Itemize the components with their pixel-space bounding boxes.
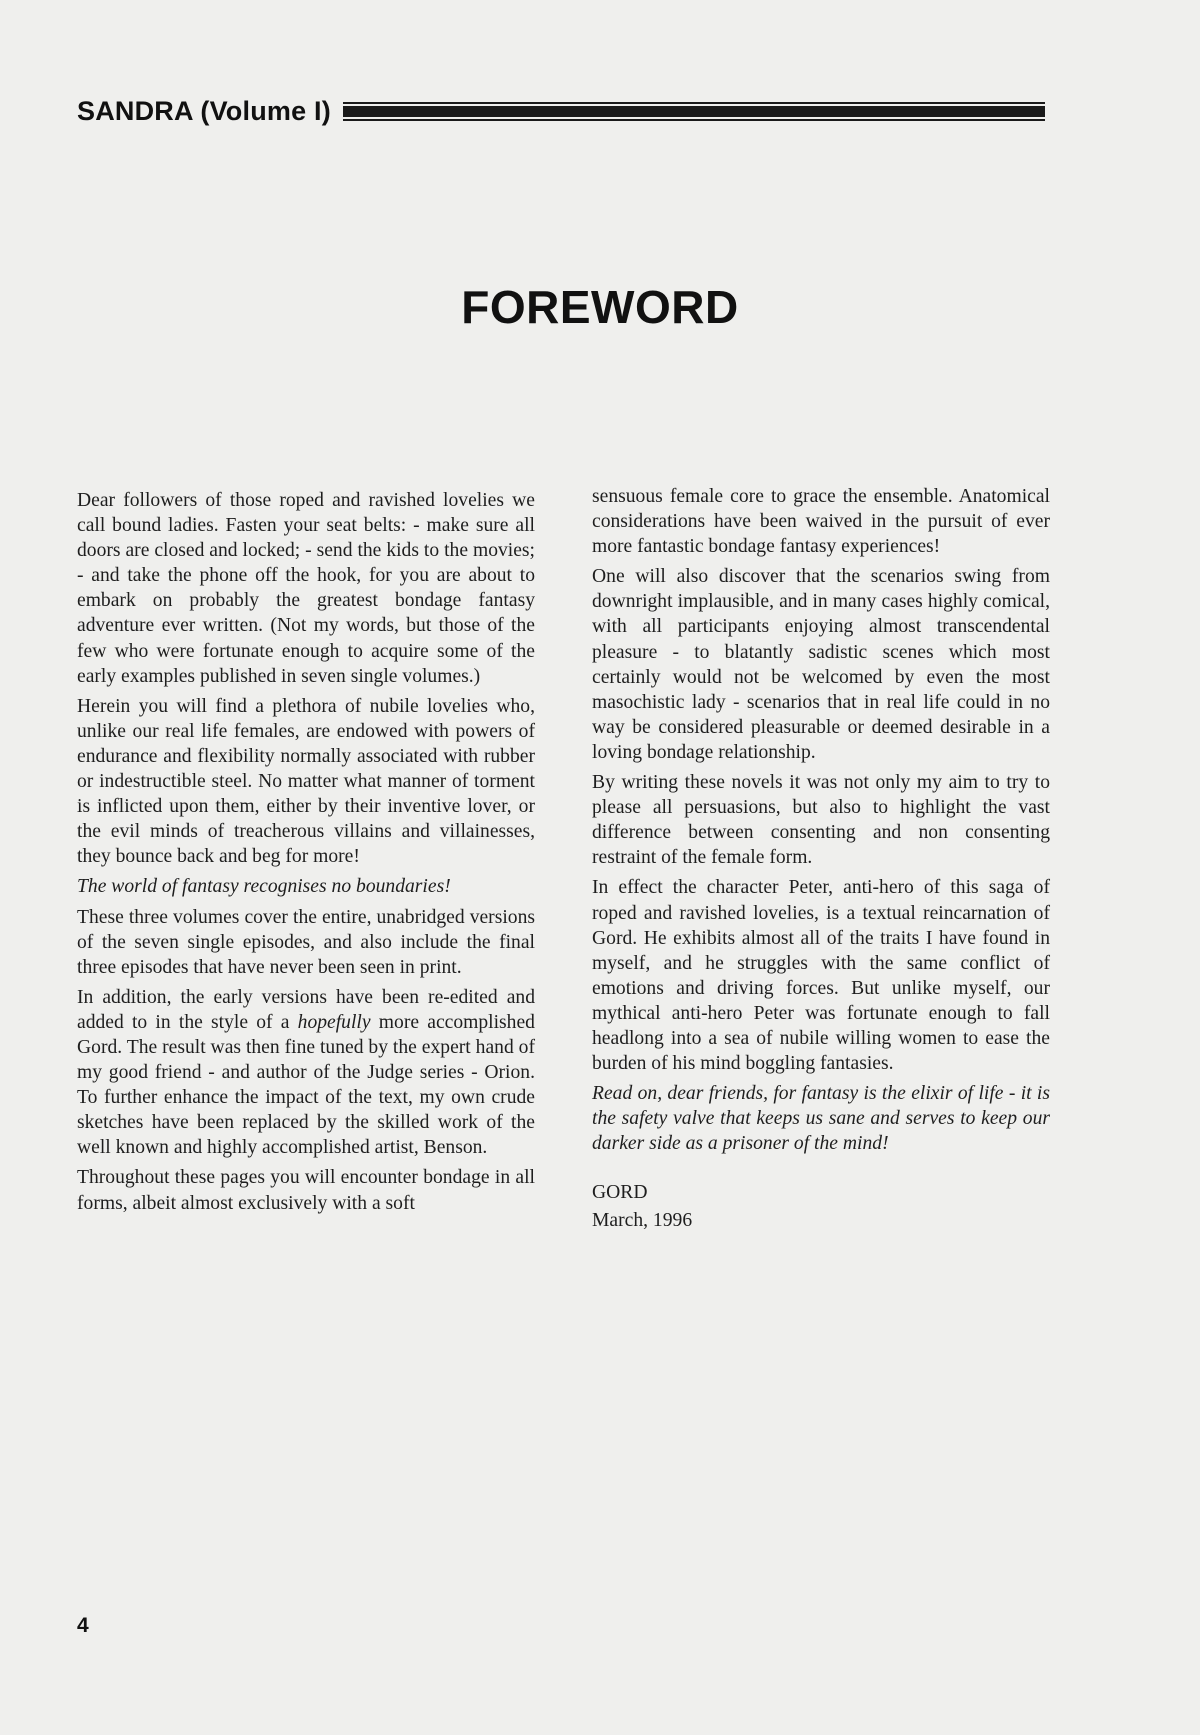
header-rule	[343, 102, 1045, 121]
page-number: 4	[77, 1614, 89, 1637]
paragraph: sensuous female core to grace the ensemble. Anatomical considerations have been waived in the pursuit of ever more fantastic bondage fantasy experiences!	[592, 486, 1050, 558]
emphasis: hopefully	[297, 1011, 371, 1033]
paragraph: Dear followers of those roped and ravished lovelies we call bound ladies. Fasten your seat belts: - make sure all doors are closed and locked; - send the kids to the movies; - and take the phone off the hook, for you are about to embark on probably the greatest bondage fantasy adventure ever written. (Not my words, but those of the few who were fortunate enough to acquire some of the early examples published in seven single volumes.)	[77, 490, 535, 687]
paragraph: Herein you will find a plethora of nubile lovelies who, unlike our real life females, are endowed with powers of endurance and flexibility normally associated with rubber or indestructible steel. No matter what manner of torment is inflicted upon them, either by their inventive lover, or the evil minds of treacherous villains and villainesses, they bounce back and beg for more!	[77, 695, 535, 868]
text-run: more accomplished Gord. The result was then fine tuned by the expert hand of my good friend - and author of the Judge series - Orion. To further enhance the impact of the text, my own crude sketches have been replaced by the skilled work of the well known and highly accomplished artist, Benson.	[77, 1011, 535, 1159]
text-run: In addition, the early versions have been re-edited and added to in the style of a	[77, 986, 535, 1033]
italic-tagline: The world of fantasy recognises no boundaries!	[77, 876, 451, 898]
paragraph: These three volumes cover the entire, unabridged versions of the seven single episodes, and also include the final three episodes that have never been seen in print.	[77, 906, 535, 978]
chapter-title: FOREWORD	[461, 281, 739, 333]
author-name: GORD	[592, 1182, 648, 1204]
book-title: SANDRA (Volume I)	[77, 95, 331, 126]
paragraph: One will also discover that the scenarios swing from downright implausible, and in many cases highly comical, with all participants enjoying almost transcendental pleasure - to blatantly sadistic scenes which most certainly would not be welcomed by even the most masochistic lady - scenarios that in real life could in no way be considered pleasurable or deemed desirable in a loving bondage relationship.	[592, 566, 1050, 763]
paragraph: Throughout these pages you will encounter bondage in all forms, albeit almost exclusively with a soft	[77, 1167, 535, 1214]
left-column	[77, 488, 535, 1221]
signoff	[592, 1179, 1050, 1235]
paragraph: In effect the character Peter, anti-hero of this saga of roped and ravished lovelies, is a textual reincarnation of Gord. He exhibits almost all of the traits I have found in myself, and he struggles with the same conflict of emotions and driving forces. But unlike myself, our mythical anti-hero Peter was fortunate enough to fall headlong into a sea of nubile willing women to ease the burden of his mind boggling fantasies.	[592, 877, 1050, 1075]
closing-quote: Read on, dear friends, for fantasy is the elixir of life - it is the safety valve that keeps us sane and serves to keep our darker side as a prisoner of the mind!	[592, 1083, 1050, 1155]
running-header	[77, 94, 1045, 128]
paragraph	[77, 985, 535, 1161]
paragraph: By writing these novels it was not only my aim to try to please all persuasions, but also to highlight the vast difference between consenting and non consenting restraint of the female form.	[592, 772, 1050, 869]
right-column	[592, 484, 1050, 1235]
signoff-date: March, 1996	[592, 1210, 693, 1232]
